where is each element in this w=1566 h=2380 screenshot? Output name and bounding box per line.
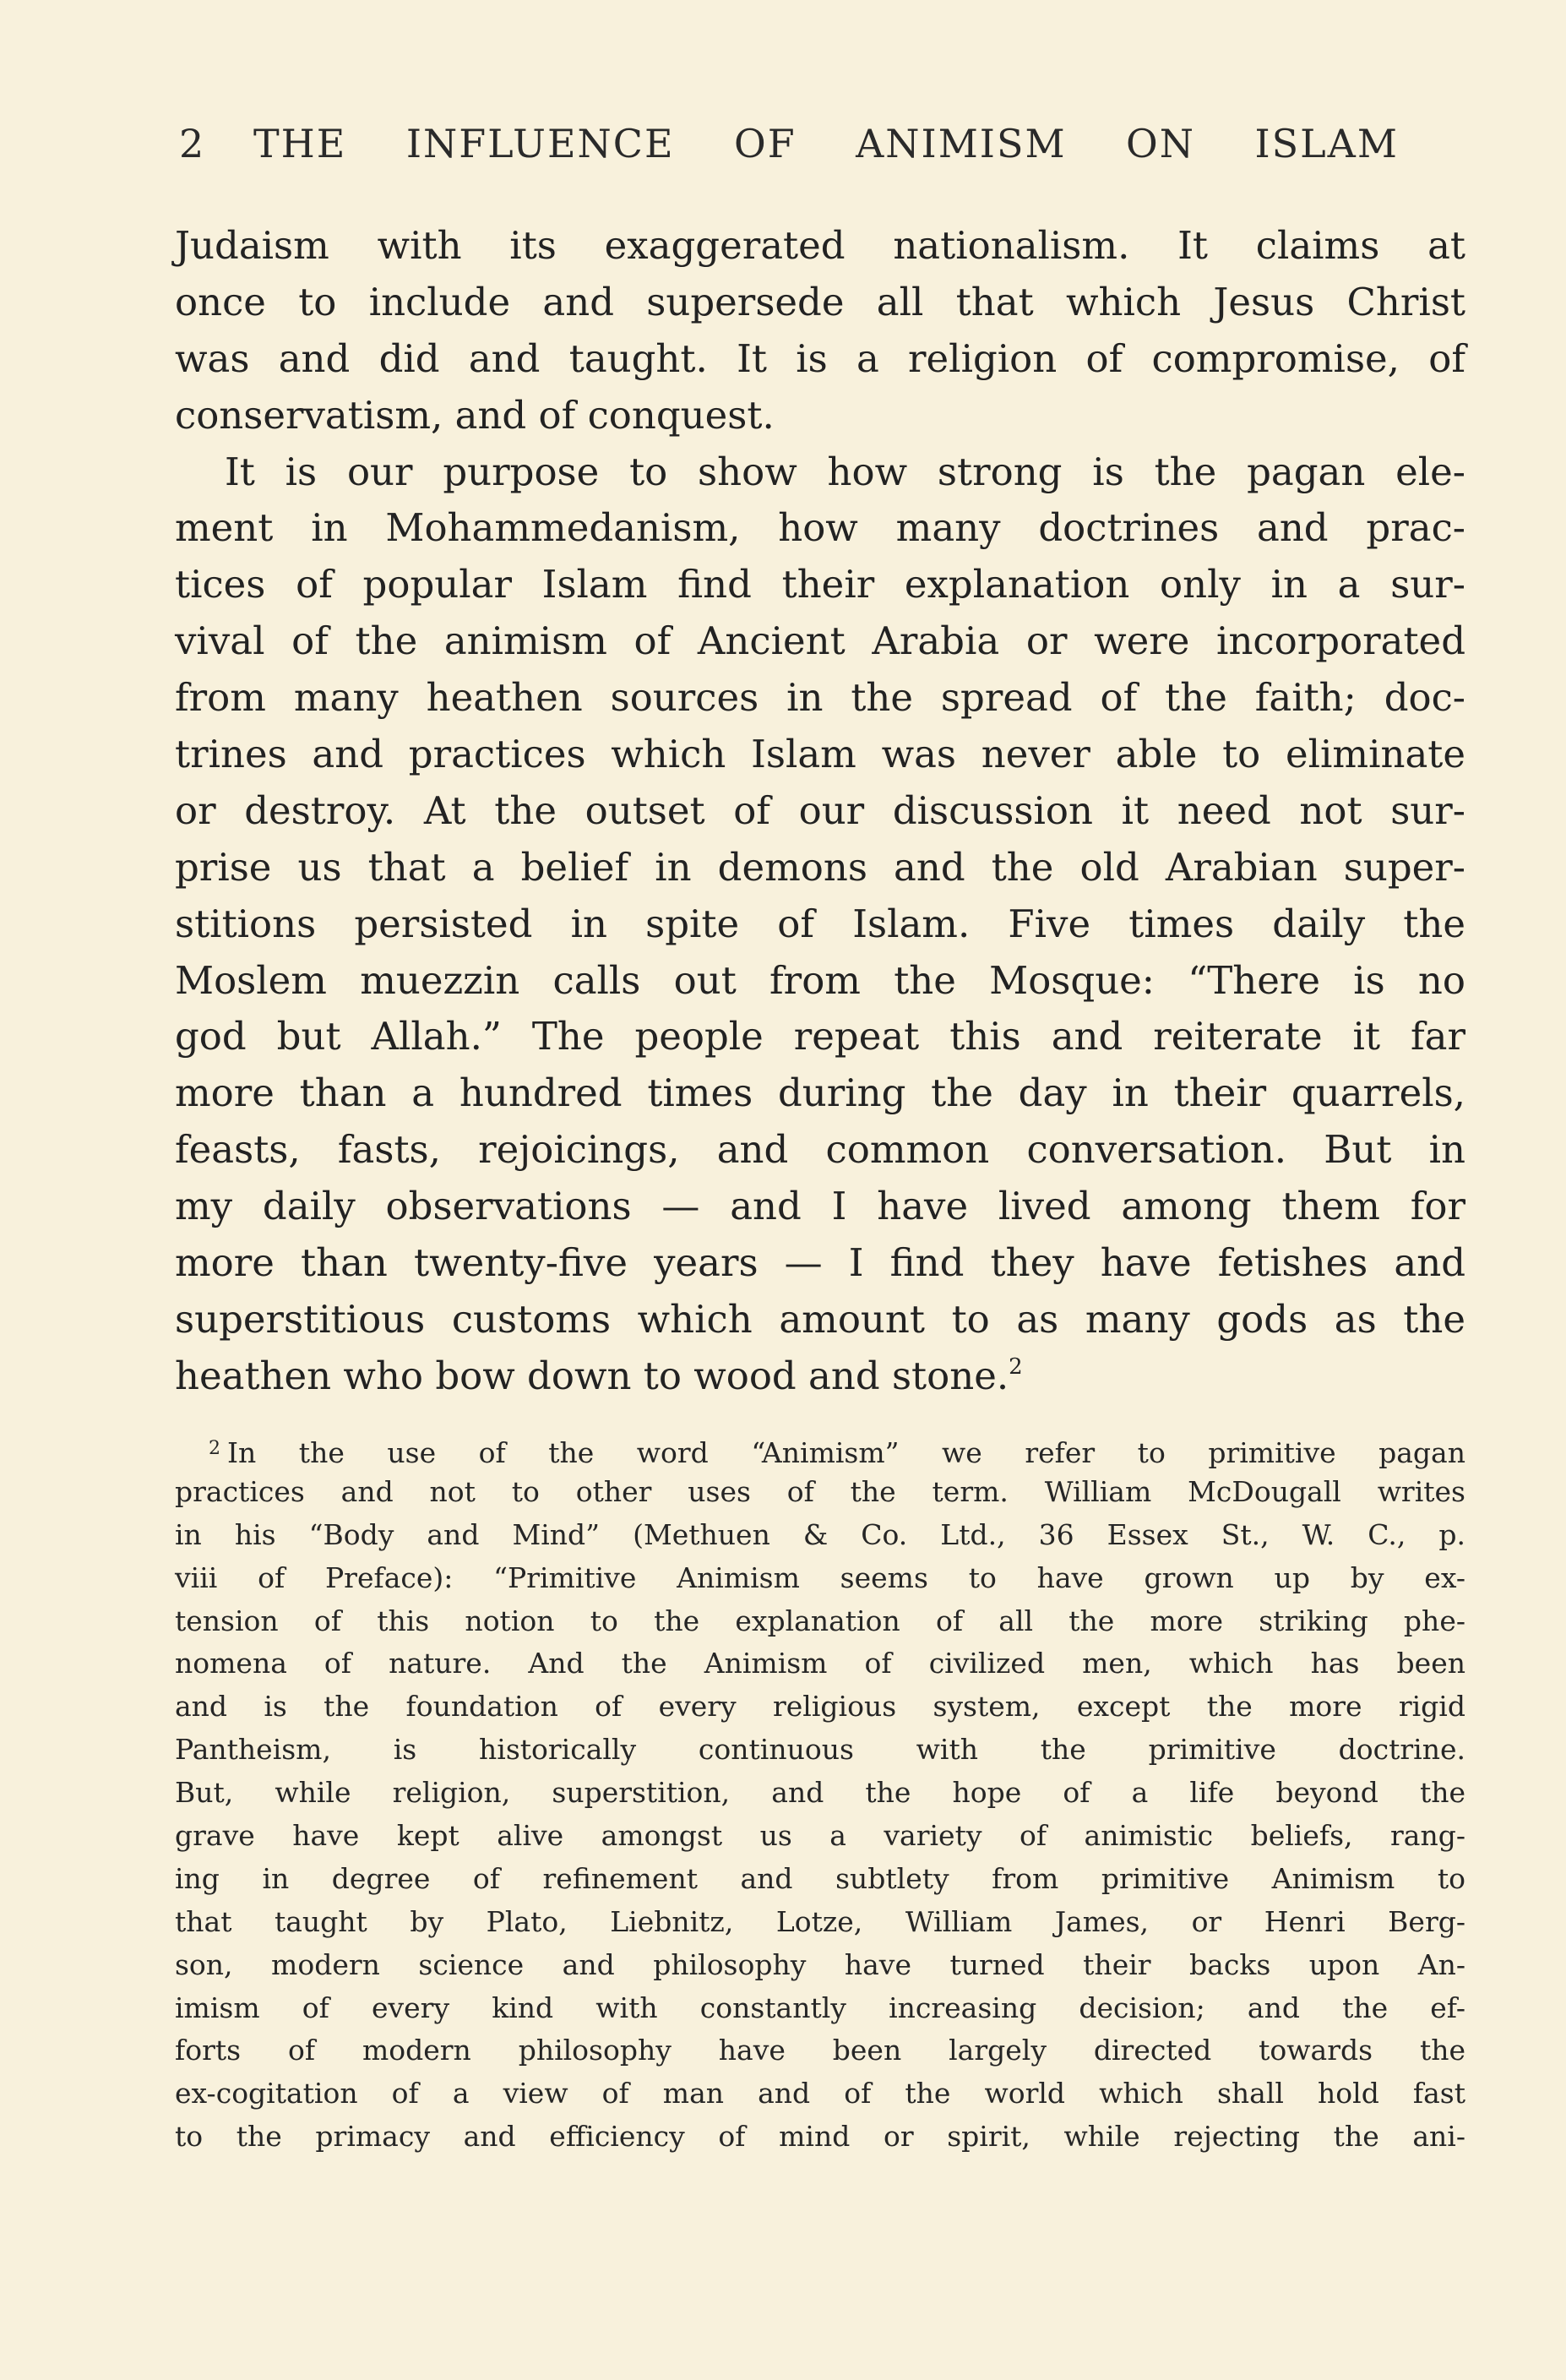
body-line-last xyxy=(175,1348,1465,1405)
body-line: more than twenty-five years — I find they have fetishes and xyxy=(175,1240,1465,1286)
body-line: more than a hundred times during the day in their quarrels, xyxy=(175,1070,1465,1116)
body-line: from many heathen sources in the spread of the faith; doc- xyxy=(175,675,1465,721)
body-line: prise us that a belief in demons and the old Arabian super- xyxy=(175,844,1465,890)
footnote-line: grave have kept alive amongst us a variety of animistic beliefs, rang- xyxy=(175,1819,1465,1853)
footnote-line: ex-cogitation of a view of man and of the world which shall hold fast xyxy=(175,2077,1465,2110)
running-title: THE INFLUENCE OF ANIMISM ON ISLAM xyxy=(253,121,1399,166)
body-line: or destroy. At the outset of our discussion it need not sur- xyxy=(175,787,1465,833)
footnote-line: that taught by Plato, Liebnitz, Lotze, William James, or Henri Berg- xyxy=(175,1904,1465,1938)
body-line: Moslem muezzin calls out from the Mosque: “There is no xyxy=(175,957,1465,1003)
footnote-line: to the primacy and efficiency of mind or spirit, while rejecting the ani- xyxy=(175,2120,1465,2154)
footnote-line: son, modern science and philosophy have turned their backs upon An- xyxy=(175,1947,1465,1981)
body-line: was and did and taught. It is a religion of compromise, of xyxy=(175,335,1465,381)
footnote-line: viii of Preface): “Primitive Animism seems to have grown up by ex- xyxy=(175,1560,1465,1594)
footnote xyxy=(175,1428,1465,2159)
body-line: trines and practices which Islam was never able to eliminate xyxy=(175,732,1465,777)
footnote-reference[interactable]: 2 xyxy=(1009,1353,1023,1380)
body-line: Judaism with its exaggerated nationalism. It claims at xyxy=(175,223,1465,268)
footnote-line: Pantheism, is historically continuous with the primitive doctrine. xyxy=(175,1733,1465,1767)
body-line: god but Allah.” The people repeat this and reiterate it far xyxy=(175,1014,1465,1059)
footnote-line: in his “Body and Mind” (Methuen & Co. Ltd., 36 Essex St., W. C., p. xyxy=(175,1517,1465,1551)
footnote-line-text: In the use of the word “Animism” we refer to primitive pagan xyxy=(227,1436,1465,1469)
footnote-line: imism of every kind with constantly increasing decision; and the ef- xyxy=(175,1991,1465,2024)
body-line: superstitious customs which amount to as many gods as the xyxy=(175,1296,1465,1342)
body-line: conservatism, and of conquest. xyxy=(175,392,775,438)
body-line: ment in Mohammedanism, how many doctrines and prac- xyxy=(175,505,1465,551)
footnote-line: practices and not to other uses of the term. William McDougall writes xyxy=(175,1474,1465,1508)
footnote-line: and is the foundation of every religious system, except the more rigid xyxy=(175,1690,1465,1724)
footnote-marker: 2 xyxy=(209,1438,220,1459)
body-line: my daily observations — and I have lived among them for xyxy=(175,1184,1465,1229)
body-line: tices of popular Islam find their explanation only in a sur- xyxy=(175,562,1465,607)
body-line: stitions persisted in spite of Islam. Five times daily the xyxy=(175,901,1465,946)
page-number: 2 xyxy=(179,121,204,166)
body-text xyxy=(175,218,1465,1405)
footnote-line-first xyxy=(175,1428,1465,1471)
footnote-line: But, while religion, superstition, and the hope of a life beyond the xyxy=(175,1776,1465,1810)
body-line: vival of the animism of Ancient Arabia or were incorporated xyxy=(175,618,1465,664)
running-header xyxy=(179,117,1399,171)
footnote-line: nomena of nature. And the Animism of civilized men, which has been xyxy=(175,1647,1465,1680)
footnote-line: tension of this notion to the explanation of all the more striking phe- xyxy=(175,1604,1465,1637)
footnote-line: ing in degree of refinement and subtlety from primitive Animism to xyxy=(175,1861,1465,1895)
body-line: once to include and supersede all that which Jesus Christ xyxy=(175,279,1465,324)
body-line: feasts, fasts, rejoicings, and common conversation. But in xyxy=(175,1127,1465,1173)
body-line: It is our purpose to show how strong is the pagan ele- xyxy=(225,449,1465,494)
footnote-line: forts of modern philosophy have been largely directed towards the xyxy=(175,2034,1465,2067)
body-line-text: heathen who bow down to wood and stone. xyxy=(175,1353,1009,1398)
